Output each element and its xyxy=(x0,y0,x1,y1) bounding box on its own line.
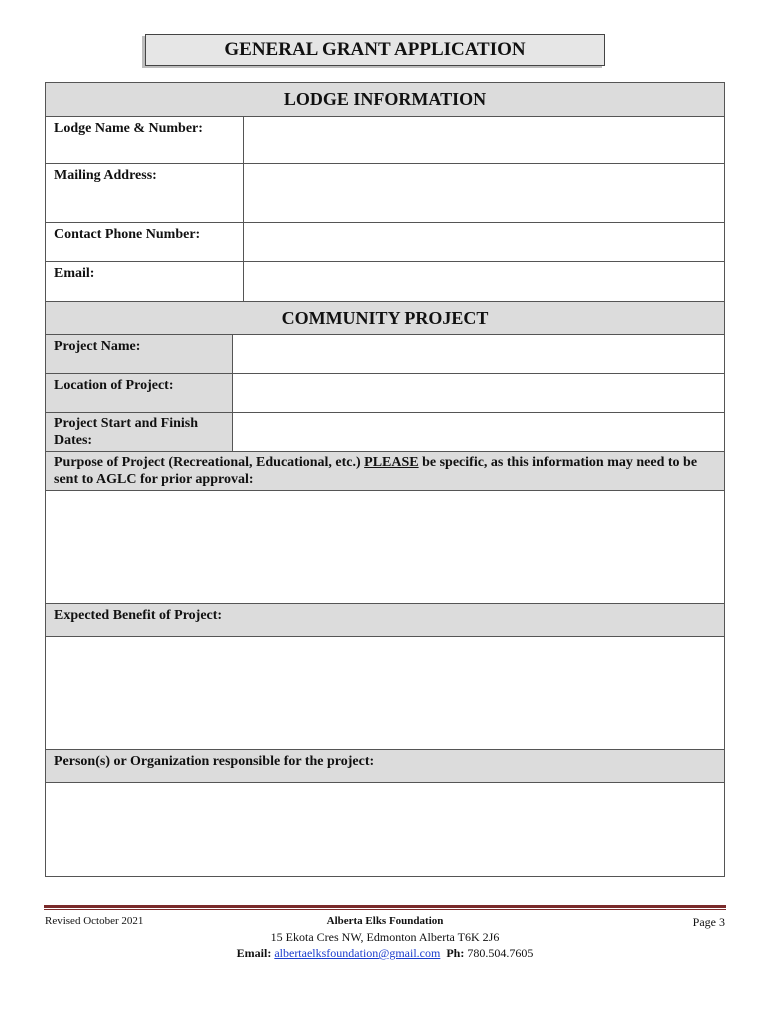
lodge-name-label: Lodge Name & Number: xyxy=(54,121,203,136)
form-title: GENERAL GRANT APPLICATION xyxy=(145,34,605,66)
email-label-cell xyxy=(45,261,244,302)
project-dates-input[interactable] xyxy=(232,412,725,452)
email-label-footer: Email: xyxy=(236,946,272,960)
project-purpose-label-cell xyxy=(45,451,725,491)
expected-benefit-label: Expected Benefit of Project: xyxy=(54,608,223,623)
email-input[interactable] xyxy=(243,261,725,302)
lodge-name-input[interactable] xyxy=(243,116,725,164)
project-dates-label-cell xyxy=(45,412,233,452)
lodge-section-heading: LODGE INFORMATION xyxy=(45,82,725,117)
project-location-label: Location of Project: xyxy=(54,378,174,393)
contact-phone-label: Contact Phone Number: xyxy=(54,227,201,242)
project-name-label-cell xyxy=(45,334,233,374)
project-section-heading: COMMUNITY PROJECT xyxy=(45,301,725,335)
project-purpose-input[interactable] xyxy=(45,490,725,604)
responsible-party-label: Person(s) or Organization responsible for the project: xyxy=(54,754,375,769)
mailing-address-input[interactable] xyxy=(243,163,725,223)
expected-benefit-label-cell xyxy=(45,603,725,637)
footer-address: 15 Ekota Cres NW, Edmonton Alberta T6K 2J6 xyxy=(270,930,500,944)
responsible-party-input[interactable] xyxy=(45,782,725,877)
project-purpose-label: Purpose of Project (Recreational, Educational, etc.) PLEASE be specific, as this information may need to be sent to AGLC for prior approval: xyxy=(54,455,698,487)
email-label: Email: xyxy=(54,266,95,281)
contact-phone-input[interactable] xyxy=(243,222,725,262)
footer-contact xyxy=(0,946,770,961)
footer-divider xyxy=(44,905,726,908)
lodge-name-label-cell xyxy=(45,116,244,164)
mailing-address-label: Mailing Address: xyxy=(54,168,157,183)
revised-date: Revised October 2021 xyxy=(45,915,144,927)
phone-label-footer: Ph: xyxy=(446,946,465,960)
contact-phone-label-cell xyxy=(45,222,244,262)
footer-divider-thin xyxy=(44,909,726,910)
project-dates-label: Project Start and Finish Dates: xyxy=(54,416,199,448)
project-name-input[interactable] xyxy=(232,334,725,374)
page-number: Page 3 xyxy=(692,915,725,929)
responsible-party-label-cell xyxy=(45,749,725,783)
footer-email-link[interactable]: albertaelksfoundation@gmail.com xyxy=(274,946,441,960)
project-location-label-cell xyxy=(45,373,233,413)
please-emphasis: PLEASE xyxy=(364,455,419,470)
footer-org-name: Alberta Elks Foundation xyxy=(326,915,444,927)
expected-benefit-input[interactable] xyxy=(45,636,725,750)
mailing-address-label-cell xyxy=(45,163,244,223)
footer-phone: 780.504.7605 xyxy=(467,946,534,960)
project-name-label: Project Name: xyxy=(54,339,141,354)
project-location-input[interactable] xyxy=(232,373,725,413)
